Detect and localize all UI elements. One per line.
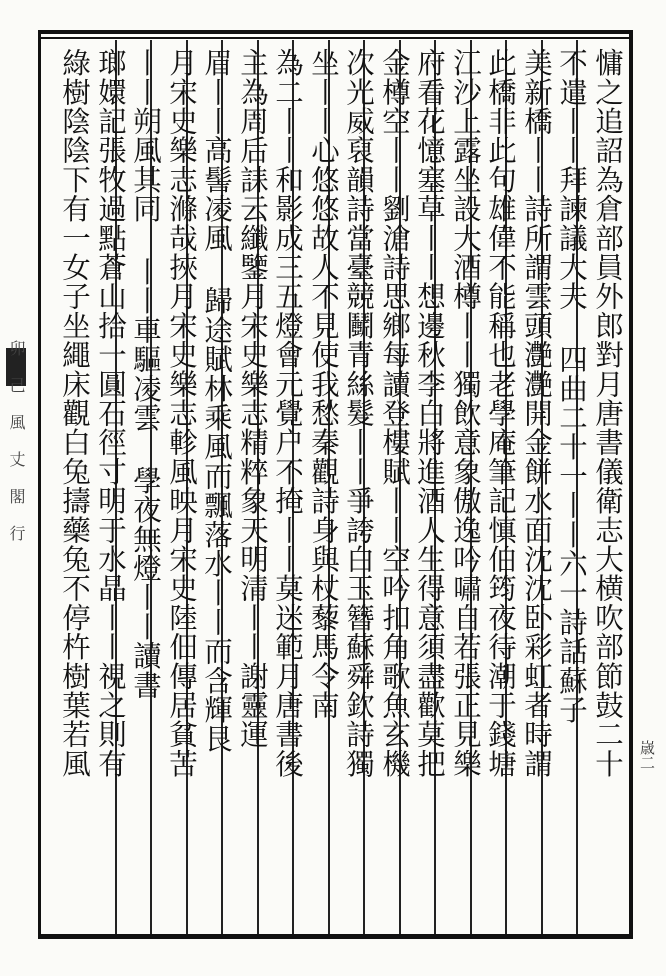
text-column: 主為周后誄云纖鑒月宋史樂志精粹象天明清丨丨謝靈運 bbox=[236, 48, 269, 749]
text-column: 此橋非此句雄偉不能稱也老學庵筆記慎伯筠夜待潮于錢塘 bbox=[484, 48, 517, 778]
text-column: 瑯嬛記張牧過點蒼山拾一圓石徑寸明于水晶丨丨視之則有 bbox=[94, 48, 127, 778]
text-column: 坐丨丨心悠悠故人不見使我愁秦觀詩身與杖藜馬令南 bbox=[307, 48, 340, 720]
frame-top-inner-border bbox=[38, 37, 632, 39]
frame-right-border bbox=[629, 30, 633, 939]
text-column: 為二丨丨和影成三五燈會元覺户不掩丨丨莫迷範月唐書後 bbox=[271, 48, 304, 778]
folio-number: 𡻕二 bbox=[638, 740, 656, 770]
text-column: 美新橋丨丨詩所謂雲頭灔灔開金餅水面沈沈卧彩虹者時謂 bbox=[520, 48, 553, 778]
frame-left-border bbox=[38, 30, 41, 939]
text-column: 丨丨朔風其同 丨丨車驅凌雲 學夜無燈丨丨讀書 bbox=[129, 48, 162, 700]
text-column: 眉丨丨高髻凌風 歸途賦林乘風而飄落水丨丨而含輝艮 bbox=[200, 48, 233, 754]
text-column: 慵之追詔為倉部員外郎對月唐書儀衛志大横吹部節鼓二十 bbox=[591, 48, 624, 778]
text-column: 月宋史樂志滌哉挾月宋史樂志軫風映月宋史陸佃傳居貧苦 bbox=[165, 48, 198, 778]
text-column: 綠樹陰陰下有一女子坐繩床觀白兔擣藥兔不停杵樹葉若風 bbox=[58, 48, 91, 778]
text-column: 江沙上露坐設大酒樽丨丨獨飲意象傲逸吟嘯自若張正見樂 bbox=[449, 48, 482, 778]
frame-bottom-border bbox=[38, 934, 632, 939]
text-column: 不遣丨丨拜諫議大夫 四曲二十一丨丨六一詩話蘇子 bbox=[555, 48, 588, 725]
text-column: 金樽空丨丨劉滄詩思鄉每讀登樓賦丨丨空吟扣角歌魚玄機 bbox=[378, 48, 411, 778]
frame-top-border bbox=[38, 30, 632, 34]
margin-label: 卯 己 風 丈 閣 行 bbox=[7, 340, 26, 542]
text-column: 次光威裒韻詩當臺競鬭青絲髮丨丨爭誇白玉簪蘇舜欽詩獨 bbox=[342, 48, 375, 778]
text-column: 府看花憶塞草丨丨想邊秋李白將進酒人生得意須盡歡莫把 bbox=[413, 48, 446, 778]
